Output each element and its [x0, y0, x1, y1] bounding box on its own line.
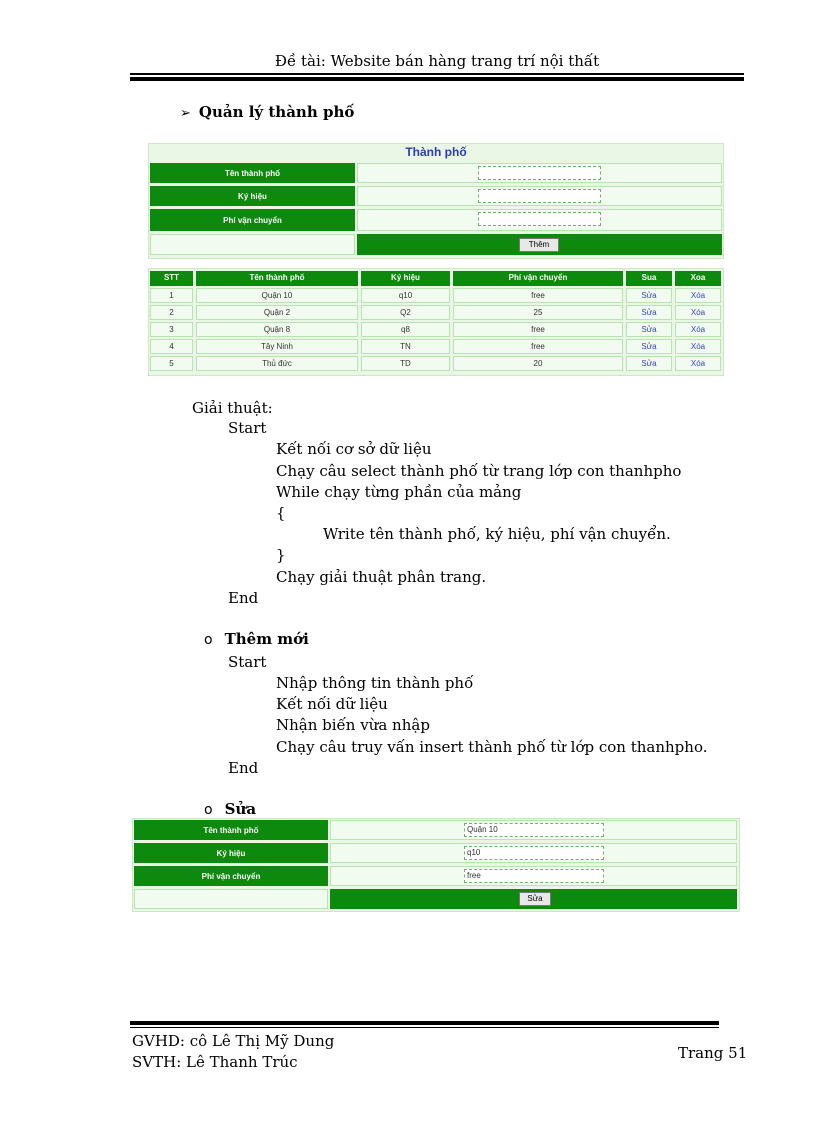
header-rule-thick	[130, 77, 744, 81]
city-form-title: Thành phố	[405, 145, 467, 159]
cell-stt: 5	[150, 356, 193, 371]
edit-label-fee: Phí vận chuyển	[134, 866, 328, 886]
delete-link[interactable]: Xóa	[675, 356, 721, 371]
edit-fee-input[interactable]: free	[464, 869, 604, 883]
delete-link[interactable]: Xóa	[675, 339, 721, 354]
col-header-edit: Sua	[626, 271, 672, 286]
footer-rule-thick	[130, 1021, 719, 1025]
cell-name: Quận 10	[196, 288, 358, 303]
cell-fee: free	[453, 339, 623, 354]
subsection-add	[204, 630, 309, 648]
algorithm-line: Chạy câu select thành phố từ trang lớp con thanhpho	[276, 462, 682, 480]
col-header-fee: Phí vận chuyển	[453, 271, 623, 286]
save-edit-button[interactable]: Sửa	[519, 892, 551, 906]
cell-name: Tây Ninh	[196, 339, 358, 354]
cell-code: TN	[361, 339, 450, 354]
subsection-title: Sửa	[224, 800, 257, 818]
header-rule-thin	[130, 73, 744, 75]
algorithm-label: Giải thuật:	[192, 399, 273, 417]
col-header-name: Tên thành phố	[196, 271, 358, 286]
cell-fee: free	[453, 322, 623, 337]
edit-code-input[interactable]: q10	[464, 846, 604, 860]
algorithm-line: Kết nối cơ sở dữ liệu	[276, 440, 432, 458]
algorithm-line: Write tên thành phố, ký hiệu, phí vận chuyển.	[323, 525, 671, 543]
form-label-name: Tên thành phố	[150, 163, 355, 183]
cell-name: Quận 2	[196, 305, 358, 320]
col-header-stt: STT	[150, 271, 193, 286]
cell-stt: 1	[150, 288, 193, 303]
form-empty-cell	[150, 234, 355, 255]
page-number: Trang 51	[678, 1044, 748, 1062]
edit-link[interactable]: Sửa	[626, 305, 672, 320]
cell-code: q8	[361, 322, 450, 337]
shipping-fee-input[interactable]	[478, 212, 601, 226]
add-line: Nhập thông tin thành phố	[276, 674, 474, 692]
add-end: End	[228, 759, 259, 777]
cell-fee: 25	[453, 305, 623, 320]
add-line: Kết nối dữ liệu	[276, 695, 388, 713]
col-header-delete: Xoa	[675, 271, 721, 286]
edit-link[interactable]: Sửa	[626, 339, 672, 354]
delete-link[interactable]: Xóa	[675, 288, 721, 303]
add-line: Nhận biến vừa nhập	[276, 716, 430, 734]
add-button[interactable]: Thêm	[519, 238, 559, 252]
edit-label-name: Tên thành phố	[134, 820, 328, 840]
algorithm-line: {	[276, 504, 286, 522]
cell-name: Thủ đức	[196, 356, 358, 371]
add-line: Chạy câu truy vấn insert thành phố từ lớp con thanhpho.	[276, 738, 708, 756]
edit-label-code: Ký hiệu	[134, 843, 328, 863]
algorithm-start: Start	[228, 419, 267, 437]
city-name-input[interactable]	[478, 166, 601, 180]
cell-fee: 20	[453, 356, 623, 371]
form-label-code: Ký hiệu	[150, 186, 355, 206]
col-header-code: Ký hiệu	[361, 271, 450, 286]
delete-link[interactable]: Xóa	[675, 305, 721, 320]
algorithm-line: }	[276, 546, 286, 564]
edit-city-name-input[interactable]: Quận 10	[464, 823, 604, 837]
edit-link[interactable]: Sửa	[626, 288, 672, 303]
cell-stt: 4	[150, 339, 193, 354]
delete-link[interactable]: Xóa	[675, 322, 721, 337]
circle-bullet-icon: o	[204, 632, 213, 648]
circle-bullet-icon: o	[204, 802, 213, 818]
section-title: Quản lý thành phố	[198, 103, 355, 121]
cell-name: Quận 8	[196, 322, 358, 337]
city-code-input[interactable]	[478, 189, 601, 203]
footer-student: SVTH: Lê Thanh Trúc	[132, 1053, 298, 1071]
document-header-title: Đề tài: Website bán hàng trang trí nội thất	[274, 52, 600, 70]
cell-stt: 3	[150, 322, 193, 337]
form-label-fee: Phí vận chuyển	[150, 209, 355, 231]
algorithm-end: End	[228, 589, 259, 607]
algorithm-line: While chạy từng phần của mảng	[276, 483, 522, 501]
edit-link[interactable]: Sửa	[626, 322, 672, 337]
cell-stt: 2	[150, 305, 193, 320]
cell-fee: free	[453, 288, 623, 303]
cell-code: q10	[361, 288, 450, 303]
edit-empty-cell	[134, 889, 328, 909]
footer-rule-thin	[130, 1027, 719, 1028]
footer-advisor: GVHD: cô Lê Thị Mỹ Dung	[132, 1032, 335, 1050]
section-heading	[180, 103, 354, 121]
cell-code: Q2	[361, 305, 450, 320]
algorithm-line: Chạy giải thuật phân trang.	[276, 568, 487, 586]
cell-code: TD	[361, 356, 450, 371]
arrow-bullet-icon: ➢	[180, 106, 191, 121]
edit-link[interactable]: Sửa	[626, 356, 672, 371]
subsection-title: Thêm mới	[224, 630, 309, 648]
subsection-edit	[204, 800, 256, 818]
add-start: Start	[228, 653, 267, 671]
